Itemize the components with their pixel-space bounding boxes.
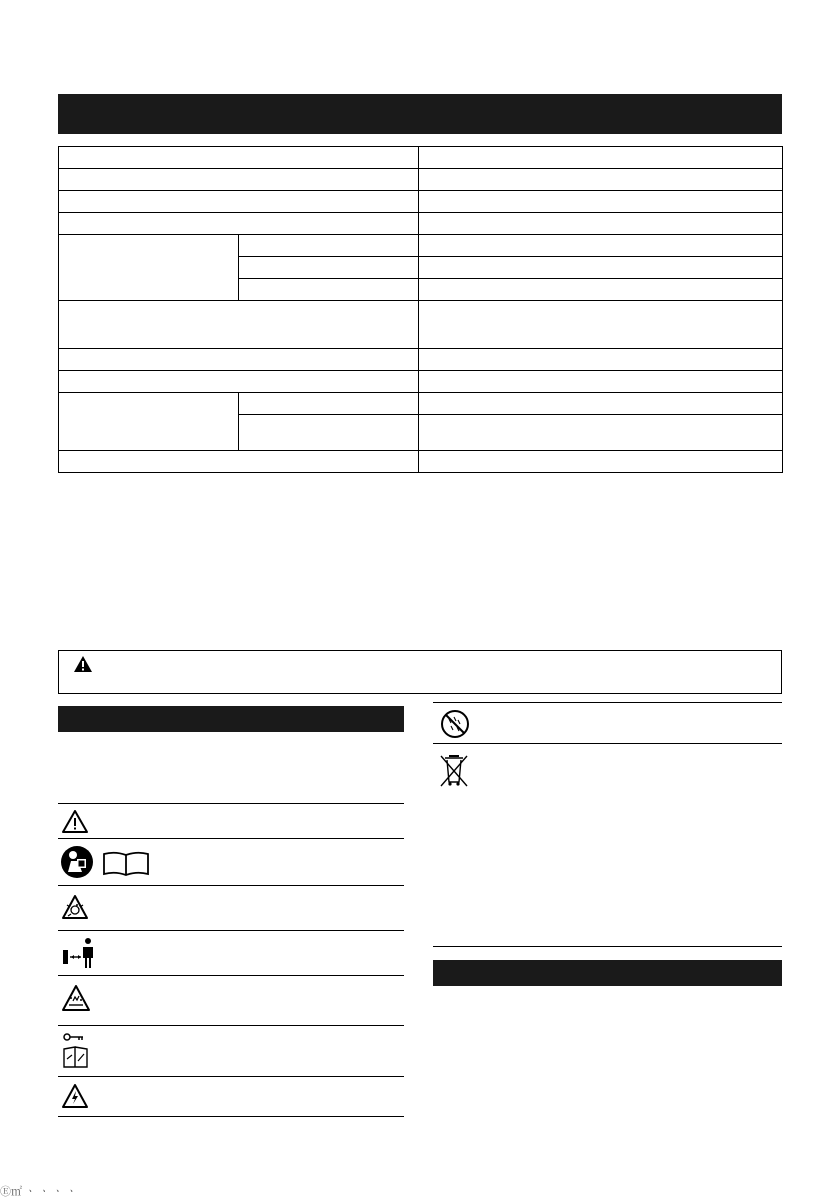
section-title-bar — [58, 94, 782, 134]
table-row — [59, 147, 783, 169]
table-row — [59, 371, 783, 393]
right-column — [433, 702, 782, 947]
wear-eye-protection-icon — [61, 894, 89, 920]
table-row — [59, 213, 783, 235]
symbol-row-no-rain — [433, 702, 782, 743]
table-row — [59, 451, 783, 473]
symbol-row-eye-protection — [58, 885, 404, 930]
electric-shock-icon — [61, 1083, 89, 1109]
footer-text: Ⓔ㎡ ㆍ ㆍ ㆍ ㆍ — [0, 1186, 77, 1198]
symbol-row-keep-distance — [58, 930, 404, 975]
symbol-row-read-manual — [58, 838, 404, 885]
table-row — [59, 349, 783, 371]
flying-debris-icon — [61, 984, 91, 1012]
specifications-table — [58, 146, 783, 473]
table-row — [59, 169, 783, 191]
warning-triangle-icon — [73, 655, 93, 673]
symbol-row-electric-shock — [58, 1076, 404, 1117]
table-row — [59, 235, 783, 257]
table-row — [59, 393, 783, 415]
no-rain-icon — [439, 708, 471, 740]
symbols-section — [58, 706, 404, 732]
symbol-row-maintenance — [58, 1025, 404, 1076]
symbol-row-warning — [58, 803, 404, 838]
warning-triangle-icon — [61, 809, 89, 834]
right-section-header — [433, 960, 782, 986]
maintenance-key-icon — [61, 1031, 93, 1069]
table-row — [59, 191, 783, 213]
crossed-out-bin-icon — [437, 752, 471, 788]
warning-box — [58, 650, 782, 694]
symbol-row-weee — [433, 743, 782, 947]
table-row — [59, 301, 783, 349]
symbols-section-header — [58, 706, 404, 732]
symbols-list — [58, 803, 404, 1117]
read-manual-icon — [60, 845, 152, 879]
symbol-row-flying-debris — [58, 975, 404, 1025]
keep-bystanders-away-icon — [61, 936, 97, 970]
